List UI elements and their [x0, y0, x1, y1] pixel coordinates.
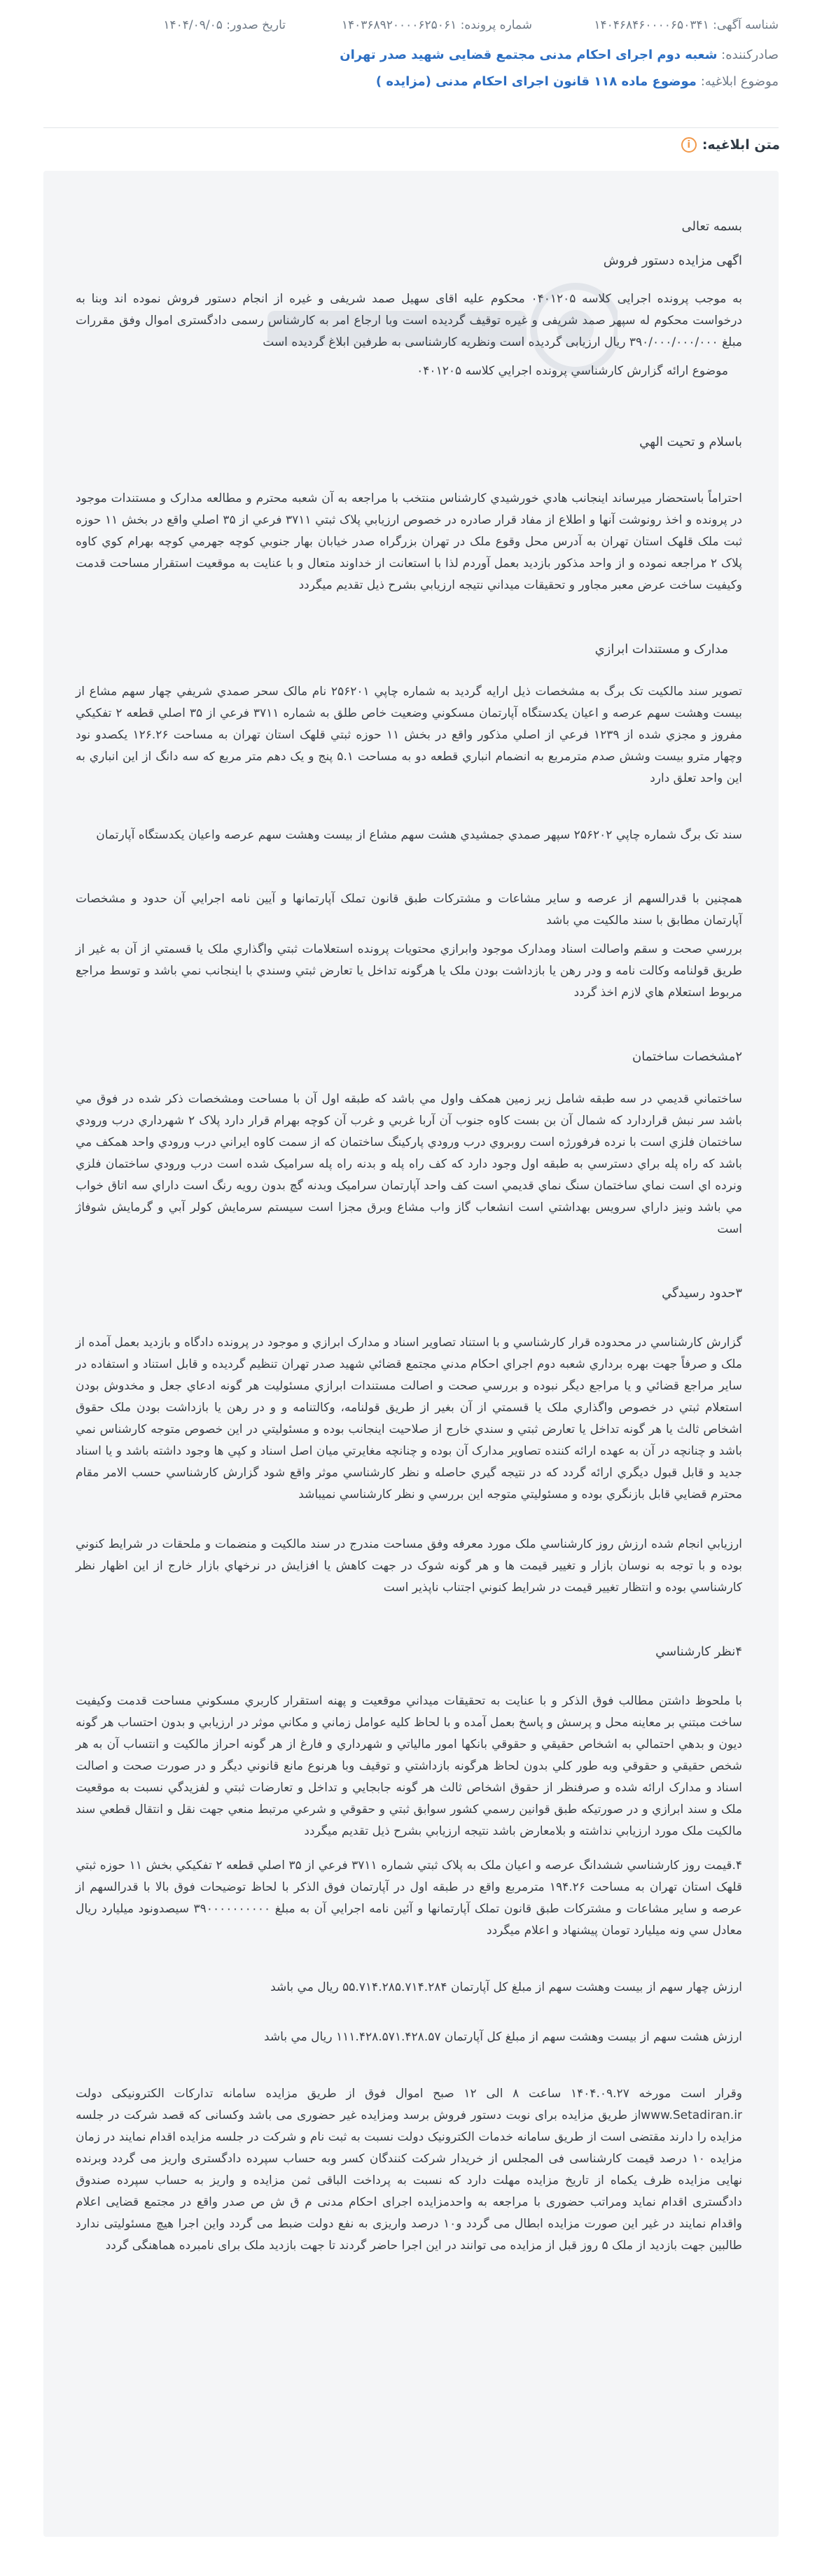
info-icon: i [681, 137, 697, 153]
case-number-label: شماره پرونده: [460, 18, 532, 32]
header-divider [43, 127, 779, 128]
ad-id-value: ۱۴۰۴۶۸۴۶۰۰۰۰۶۵۰۳۴۱ [594, 18, 709, 32]
body-valuation-note: ارزيابي انجام شده ارزش روز کارشناسي ملک مورد معرفه وفق مساحت مندرج در سند مالکيت و منضمات و ملحقات در شرايط کنوني بوده و با توجه به نوسان بازار و تغيير قيمت ها و هر گونه شوک در جهت کاهش يا افزايش در نرخهاي بازار خارج از اين اظهار نظر کارشناسي بوده و انتظار تغيير قيمت در شرايط کنوني اجتناب ناپذير است [76, 1537, 742, 1595]
body-four-shares-value: ارزش چهار سهم از بيست وهشت سهم از مبلغ کل آپارتمان ۵۵.۷۱۴.۲۸۵.۷۱۴.۲۸۴ ريال مي باشد [270, 1980, 742, 1994]
notice-text-title [681, 137, 780, 153]
issue-date-label: تاریخ صدور: [226, 18, 286, 32]
heading-documents: مدارک و مستندات ابرازي [594, 642, 728, 657]
body-deed-details: تصوير سند مالکيت تک برگ به مشخصات ذيل ارايه گرديد به شماره چاپي ۲۵۶۲۰۱ نام مالک سحر صمدي شريفي چهار سهم مشاع از بيست وهشت سهم عرصه و اعيان يکدستگاه آپارتمان مسکوني وضعيت خاص طلق به شماره ۳۷۱۱ فرعي از ۳۵ اصلي قطعه ۲ تفکيکي مفروز و مجزي شده از ۱۲۳۹ فرعي از اصلي مذکور واقع در بخش ۱۱ حوزه ثبتي قلهک استان تهران به مساحت ۱۲۶.۲۶ يکصدو نود وچهار مترو بيست وشش صدم مترمربع به انضمام انباري قطعه دو به مساحت ۵.۱ پنج و يک دهم متر مربع که سه دانگ از اين انباري به اين واحد تعلق دارد [76, 685, 743, 785]
body-expert-opinion: با ملحوظ داشتن مطالب فوق الذکر و با عنايت به تحقيقات ميداني موقعيت و پهنه استقرار کاربري مسکوني مساحت قدمت وکيفيت ساخت مبتني بر معاينه محل و پرسش و پاسخ بعمل آمده و با لحاظ کليه عوامل زماني و مکاني موثر در ارزيابي و بدون احتساب هر گونه ديون و بدهي احتمالي به اشخاص حقيقي و حقوقي بانکها امور مالياتي و شهرداري و فارغ از هر گونه احراز مالکيت و انتساب آن به هر شخص حقيقي و حقوقي وبه طور کلي بدون لحاظ هرگونه بازداشتي و توقيف وبا هرنوع مانع قانوني ديگر و در صورت صحت و اصالت اسناد و مدارک ارائه شده و صرفنظر از حقوق اشخاص ثالث هر گونه جابجايي و تداخل و تعارضات ثبتي و لفزيدگي نسبت به موقعيت ملک و سند ابرازي و در صورتيکه طبق قوانين رسمي کشور سوابق ثبتي و حقوقي و شرعي مرتبط منعي جهت نقل و انتقال قطعي سند مالکيت ملک مورد ارزيابي نداشته و بلامعارض باشد نتيجه ارزيابي بشرح ذيل تقديم ميگردد [76, 1694, 742, 1838]
heading-scope: ۳حدود رسيدگي [662, 1286, 742, 1301]
notice-body-panel [43, 171, 779, 2537]
heading-building-specs: ۲مشخصات ساختمان [632, 1049, 742, 1064]
issue-date-value: ۱۴۰۴/۰۹/۰۵ [163, 18, 223, 32]
notice-header [0, 0, 822, 140]
body-valuation-price: ۴.قيمت روز کارشناسي ششدانگ عرصه و اعيان ملک به پلاک ثبتي شماره ۳۷۱۱ فرعي از ۳۵ اصلي قطعه ۲ تفکيکي بخش ۱۱ حوزه ثبتي قلهک استان تهران به مساحت ۱۹۴.۲۶ مترمربع واقع در طبقه اول در آپارتمان فوق الذکر با لحاظ توضيحات فوق بالا با قدرالسهم از عرصه و ساير مشاعات و مشترکات طبق قانون تملک آپارتمانها و آئين نامه اجرايي آن به مبلغ ۳۹۰۰۰۰۰۰۰۰۰۰ سيصدونود ميليارد ريال معادل سي ونه ميليارد تومان پيشنهاد و اعلام ميگردد [76, 1858, 742, 1938]
ad-id [532, 17, 779, 34]
body-expert-intro: احتراماً باستحضار ميرساند اينجانب هادي خورشيدي کارشناس منتخب با مراجعه به آن شعبه محترم و مطالعه مدارک و مستندات موجود در پرونده و اخذ رونوشت آنها و اطلاع از مفاد قرار صادره در خصوص ارزيابي پلاک ثبتي ۳۷۱۱ فرعي از ۳۵ اصلي واقع در بخش ۱۱ حوزه ثبت ملک قلهک استان تهران به آدرس محل وقوع ملک در تهران بزرگراه صدر خيابان بهار جنوبي کوچه جهرمي کوچه بهرام کوي کاوه پلاک ۲ مراجعه نموده و از واحد مذکور بازديد بعمل آوردم لذا با استعانت از خداوند متعال و با عنايت به موقعيت استقرار مساحت قدمت وکيفيت ساخت عرض معبر مجاور و تحقيقات ميداني نتيجه ارزيابي بشرح ذيل تقديم ميگردد [76, 491, 743, 592]
body-ad-title: اگهی مزایده دستور فروش [603, 253, 742, 268]
notice-text-label: متن ابلاغیه: [702, 137, 780, 153]
body-greeting: باسلام و تحيت الهي [639, 435, 742, 449]
issue-date [163, 17, 286, 34]
heading-expert-opinion: ۴نظر کارشناسي [655, 1644, 742, 1659]
issuer-row [43, 46, 779, 64]
body-basmala: بسمه تعالی [681, 219, 742, 234]
body-auction-terms: وقرار است مورخه ۱۴۰۴.۰۹.۲۷ ساعت ۸ الی ۱۲ صبح اموال فوق از طريق مزايده سامانه تدارکات الکترونيکی دولت www.Setadiran.irاز طريق مزايده برای نوبت دستور فروش برسد ومزايده غير حضوری می باشد وکسانی که قصد شرکت در جلسه مزايده را دارند مقتضی است از طريق سامانه خدمات الکترونيک دولت نسبت به ثبت نام و شرکت در جلسه مزايده اقدام نمايند در زمان مزايده ۱۰ درصد قيمت کارشناسی فی المجلس از خريدار شرکت کنندگان کسر وبه حساب سپرده دادگستری واريز می گردد وبرنده نهايی مزايده ظرف يکماه از تاريخ مزايده مهلت دارد که نسبت به پرداخت الباقی ثمن مزايده و واريز به حساب سپرده صندوق دادگستری اقدام نمايد ومراتب حضوری با مراجعه به واحدمزايده اجرای احکام مدنی م ق ش ص صدر واقع در مجتمع قضايی اعلام واقدام نمايند در غير اين صورت مزايده ابطال می گردد و۱۰ درصد واريزی به نفع دولت ضبط می گردد واين اجرا هيچ مسئوليتی ندارد طالبين جهت بازديد از ملک ۵ روز قبل از مزايده می توانند در اين اجرا حاضر گردند تا جهت بازديد ملک برای نامبرده هماهنگی گردد [76, 2087, 742, 2253]
notice-meta-row [43, 17, 779, 34]
body-eight-shares-value: ارزش هشت سهم از بيست وهشت سهم از مبلغ کل آپارتمان ۱۱۱.۴۲۸.۵۷۱.۴۲۸.۵۷ ريال مي باشد [263, 2030, 742, 2044]
body-building-specs: ساختماني قديمي در سه طبقه شامل زير زمين همکف واول مي باشد که طبقه اول آن با مساحت ومشخصات ذکر شده در فوق مي باشد سر نبش قراردارد که شمال آن بن بست کاوه جنوب آن آربا غربي و غرب آن کوچه بهرام قرار دارد پلاک ۲ شهرداري درب ورودي ساختمان فلزي است با نرده فرفورژه است روبروي درب ورودي پارکينگ ساختمان که از سمت کاوه ايراني درب ورودي واحد همکف مي باشد که راه پله براي دسترسي به طبقه اول وجود دارد که کف راه پله و بدنه راه پله سراميک شده است درب ورودي ساختمان فلزي ونرده اي است نماي ساختمان سنگ نماي قديمي است کف واحد آپارتمان سراميک وبدنه گچ بدون رويه رنگ است داراي سه اتاق خواب مي باشد ونيز داراي سرويس بهداشتي است انشعاب گاز واب مشاع وبرق مجزا است سيستم سرمايش کولر آبي و گرمايش شوفاژ است [76, 1092, 742, 1236]
body-scope: گزارش کارشناسي در محدوده قرار کارشناسي و با استناد تصاوير اسناد و مدارک ابرازي و موجود در پرونده دادگاه و بازديد بعمل آمده از ملک و صرفاً جهت بهره برداري شعبه دوم اجراي احکام مدني مجتمع قضائي شهيد صدر تهران تنظيم گرديده و قابل استناد و استفاده در ساير مراجع قضائي و يا مراجع ديگر نبوده و بررسي صحت و اصالت مستندات ابرازي مسئوليت هر گونه ادعاي جعل و مخدوش بودن استعلام ثبتي در خصوص واگذاري ملک يا قسمتي از آن بغير از طريق قولنامه، وکالتنامه و و در رهن يا بازداشت بودن ملک حقوق اشخاص ثالث يا هر گونه تداخل يا تعارض ثبتي و سندي خارج از صلاحيت اينجانب بوده و مسئوليتي در اين خصوص متوجه کارشناس نمي باشد و چنانچه در آن به عهده ارائه کننده تصاوير مدارک آن بوده و چنانچه مغايرتي ميان اصل اسناد و کپي ها وجود داشته باشد و يا اسناد جديد و قابل قبول ديگري ارائه گردد که در نتيجه گيري حاصله و نظر کارشناسي موثر واقع شود گزارش کارشناسي حسب الامر مقام محترم قضايي قابل بازنگري بوده و مسئوليتي متوجه اين بررسي و نظر کارشناسي نمیباشد [76, 1336, 742, 1502]
body-second-deed: سند تک برگ شماره چاپي ۲۵۶۲۰۲ سپهر صمدي جمشيدي هشت سهم مشاع از بيست وهشت سهم عرصه واعيان يکدستگاه آپارتمان [96, 828, 742, 842]
body-common-areas: همچنين با قدرالسهم از عرصه و ساير مشاعات و مشترکات طبق قانون تملک آپارتمانها و آيين نامه اجرايي آن حدود و مشخصات آپارتمان مطابق با سند مالکيت مي باشد [76, 892, 742, 927]
subject-value: موضوع ماده ۱۱۸ قانون اجرای احکام مدنی (مزایده ) [375, 74, 697, 89]
issuer-value: شعبه دوم اجرای احکام مدنی مجتمع قضایی شهید صدر تهران [340, 48, 718, 62]
body-intro-paragraph: به موجب پرونده اجرایی کلاسه ۰۴۰۱۲۰۵ محکوم علیه اقای سهیل صمد شریفی و غیره از انجام دستور فروش نموده اند وبنا به درخواست محکوم له سپهر صمد شریفی و غیره توقیف گردیده است وبا ارجاع امر به کارشناس رسمی دادگستری اموال وفق مقررات مبلغ ۳۹۰/۰۰۰/۰۰۰/۰۰۰ ریال ارزیابی گردیده است ونظریه کارشناسی به طرفین ابلاغ گردیده است [76, 292, 742, 349]
ad-id-label: شناسه آگهی: [713, 18, 779, 32]
body-subject-line: موضوع ارائه گزارش کارشناسي پرونده اجرایي کلاسه ۰۴۰۱۲۰۵ [417, 364, 728, 378]
body-document-verification: بررسي صحت و سقم واصالت اسناد ومدارک موجود وابرازي محتويات پرونده استعلامات ثبتي واگذاري ملک يا قسمتي از آن به غير از طريق قولنامه وکالت نامه و ودر رهن يا بازداشت بودن ملک يا هرگونه تداخل يا تعارض ثبتي وسندي با اينجانب نمي باشد و توسط مراجع مربوط استعلام هاي لازم اخذ گردد [76, 942, 742, 1000]
case-number-value: ۱۴۰۳۶۸۹۲۰۰۰۰۶۲۵۰۶۱ [341, 18, 457, 32]
case-number [286, 17, 532, 34]
subject-label: موضوع ابلاغیه: [700, 74, 779, 89]
subject-row [43, 73, 779, 91]
issuer-label: صادرکننده: [721, 48, 779, 62]
